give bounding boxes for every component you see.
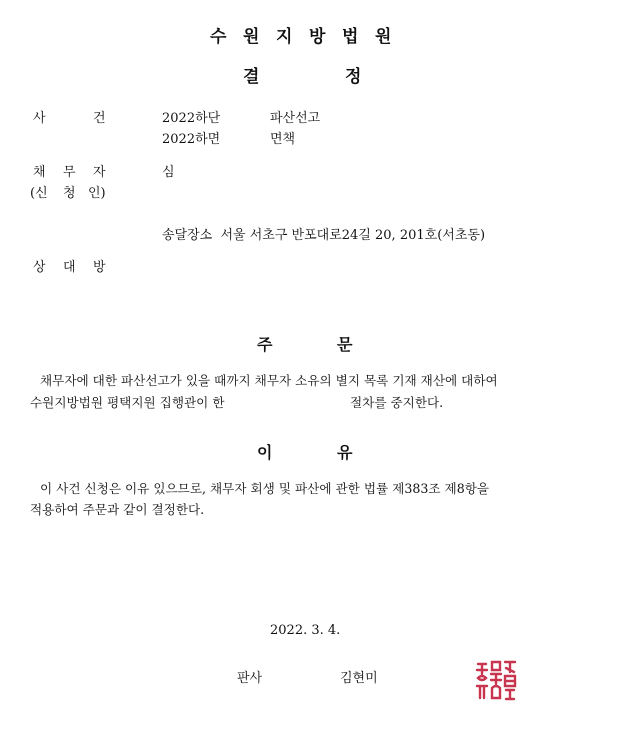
judge-name: 김현미 (340, 671, 378, 686)
court-name-char: 원 (243, 27, 260, 47)
opponent-label-char: 방 (93, 260, 106, 275)
order-text-line: 절차를 중지한다. (350, 395, 444, 410)
court-name-char: 수 (210, 27, 227, 47)
debtor-name: 심 (162, 165, 175, 180)
court-name-char: 원 (375, 27, 392, 47)
applicant-label-char: (신 (30, 186, 48, 201)
case-number: 2022하면 (162, 132, 221, 147)
applicant-label-char: 인) (88, 186, 106, 201)
applicant-label-char: 청 (63, 186, 76, 201)
case-name: 면책 (270, 132, 296, 147)
order-text-line: 채무자에 대한 파산선고가 있을 때까지 채무자 소유의 별지 목록 기재 재산에 대하여 (40, 373, 498, 388)
reason-heading-char: 이 (257, 443, 273, 462)
case-number: 2022하단 (162, 111, 221, 126)
opponent-label-char: 대 (63, 260, 76, 275)
reason-text-line: 이 사건 신청은 이유 있으므로, 채무자 회생 및 파산에 관한 법률 제383조 제8항을 (40, 481, 490, 496)
court-name-char: 지 (276, 27, 293, 47)
order-text-line: 수원지방법원 평택지원 집행관이 한 (30, 395, 225, 410)
court-name-char: 방 (309, 27, 326, 47)
judge-title: 판사 (237, 671, 263, 686)
debtor-label-char: 무 (63, 165, 76, 180)
debtor-label-char: 채 (33, 165, 46, 180)
debtor-label-char: 자 (93, 165, 106, 180)
document-type-char: 정 (345, 67, 362, 87)
case-name: 파산선고 (270, 111, 321, 126)
reason-heading-char: 유 (337, 443, 353, 462)
debtor-address: 송달장소 서울 서초구 반포대로24길 20, 201호(서초동) (162, 228, 486, 243)
opponent-label-char: 상 (33, 260, 46, 275)
case-label-char: 사 (33, 111, 46, 126)
court-name-char: 법 (342, 27, 359, 47)
order-heading-char: 주 (257, 335, 273, 354)
order-heading-char: 문 (337, 335, 353, 354)
case-label-char: 건 (93, 111, 106, 126)
reason-text-line: 적용하여 주문과 같이 결정한다. (30, 502, 205, 517)
document-type-char: 결 (243, 67, 260, 87)
judge-seal-icon (472, 656, 520, 704)
decision-date: 2022. 3. 4. (270, 623, 341, 638)
